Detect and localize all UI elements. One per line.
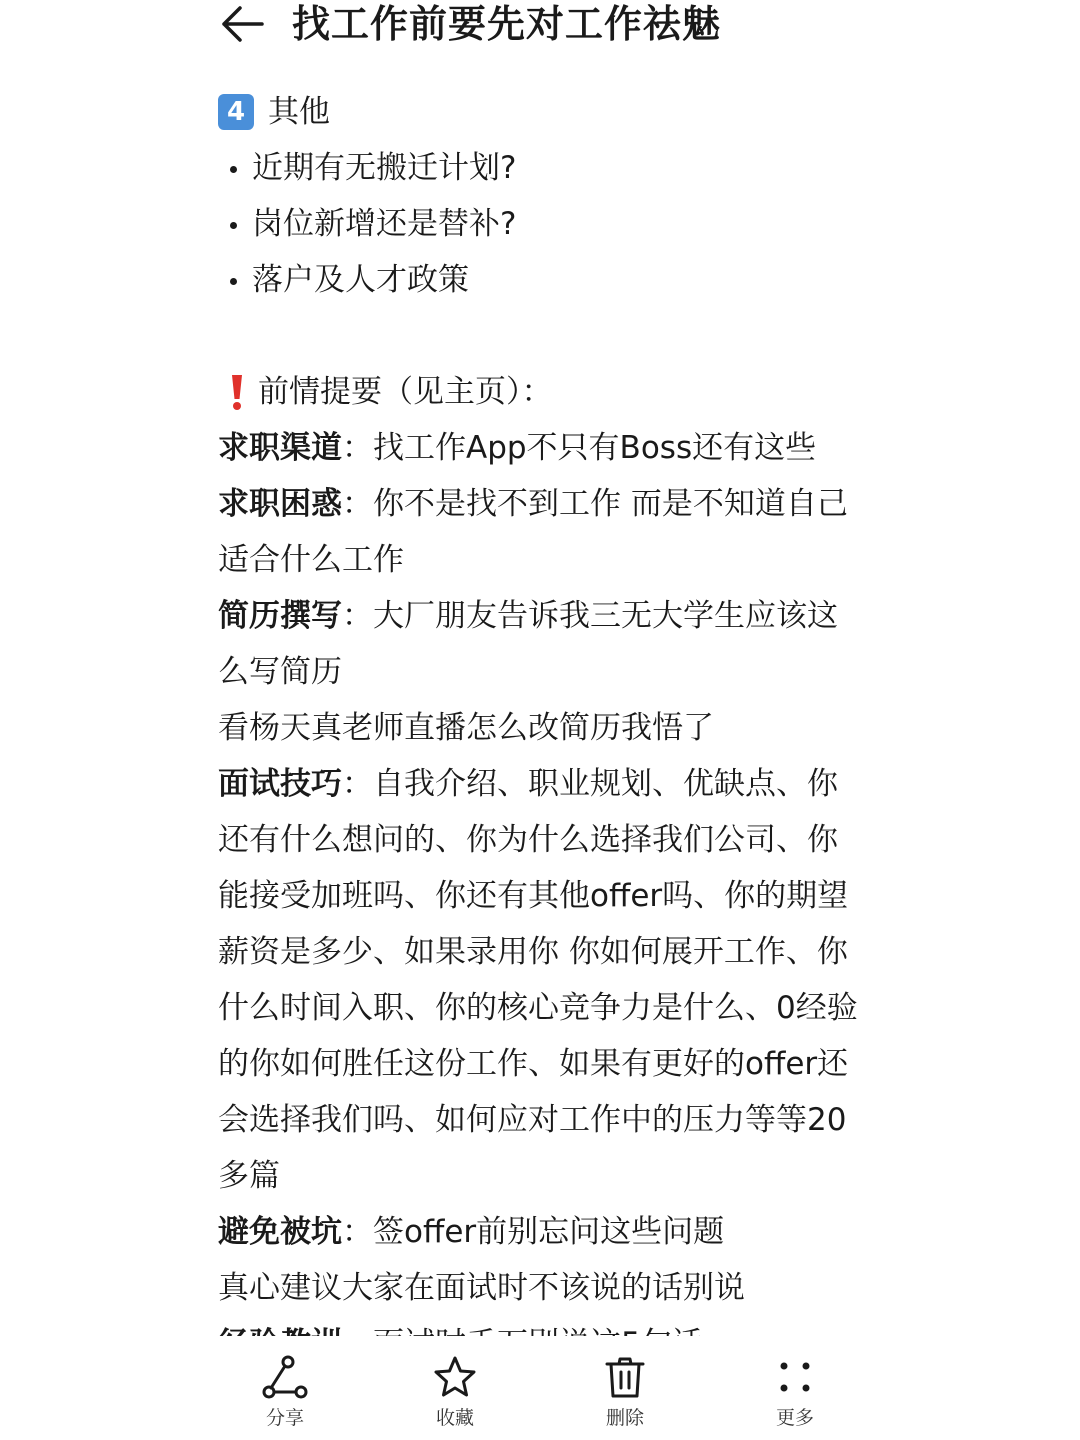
notice-text: 前情提要（见主页）： [258,374,553,410]
more-dots-icon [771,1354,819,1402]
list-item: 近期有无搬迁计划? [218,140,868,196]
entry-text: 自我介绍、职业规划、优缺点、你还有什么想问的、你为什么选择我们公司、你能接受加班吗、你还有其他offer吗、你的期望薪资是多少、如果录用你 你如何展开工作、你什么时间入职、你的核心竞争力是什么、0经验的你如何胜任这份工作、如果有更好的offer还会选择我们吗、如何应对工作中的压力等等20多篇 [218,766,858,1194]
blank-line [218,308,868,364]
more-button[interactable] [735,1354,855,1430]
entry-interview-skills [218,756,868,1204]
entry-separator: ： [342,598,373,634]
list-item: 落户及人才政策 [218,252,868,308]
star-icon [431,1354,479,1402]
entry-label: 求职渠道 [218,430,342,466]
share-button[interactable] [225,1354,345,1430]
entry-text: 签offer前别忘问这些问题 [373,1214,725,1250]
entry-label: 求职困惑 [218,486,342,522]
entry-avoid-traps [218,1204,868,1260]
entry-text: 找工作App不只有Boss还有这些 [373,430,817,466]
delete-button[interactable] [565,1354,685,1430]
entry-text: 大厂朋友告诉我三无大学生应该这么写简历 [218,598,838,690]
more-label: 更多 [775,1407,814,1429]
entry-separator: ： [342,766,373,802]
trash-icon [601,1354,649,1402]
entry-label: 简历撰写 [218,598,342,634]
red-exclamation-icon [226,372,248,412]
header [218,0,721,48]
bullet-list [218,140,868,308]
entry-resume-writing [218,588,868,700]
favorite-label: 收藏 [435,1407,474,1429]
entry-job-channels [218,420,868,476]
note-content[interactable] [218,84,868,1336]
number-badge: 4 [218,94,254,130]
entry-label: 面试技巧 [218,766,342,802]
arrow-left-icon[interactable] [218,0,266,48]
entry-label: 避免被坑 [218,1214,342,1250]
entry-resume-livestream [218,700,868,756]
share-icon [261,1354,309,1402]
entry-job-confusion [218,476,868,588]
favorite-button[interactable] [395,1354,515,1430]
section-heading [218,84,868,140]
section-heading-text: 其他 [268,94,330,130]
page-title: 找工作前要先对工作祛魅 [292,2,722,46]
entry-separator: ： [342,430,373,466]
entry-text: 真心建议大家在面试时不该说的话别说 [218,1270,745,1306]
entry-separator: ： [342,486,373,522]
list-item: 岗位新增还是替补? [218,196,868,252]
bottom-toolbar [0,1336,1080,1440]
delete-label: 删除 [605,1407,644,1429]
share-label: 分享 [265,1407,304,1429]
entry-text: 你不是找不到工作 而是不知道自己适合什么工作 [218,486,848,578]
entry-text: 看杨天真老师直播怎么改简历我悟了 [218,710,714,746]
entry-interview-advice [218,1260,868,1316]
notice-line [218,364,868,420]
entry-separator: ： [342,1214,373,1250]
